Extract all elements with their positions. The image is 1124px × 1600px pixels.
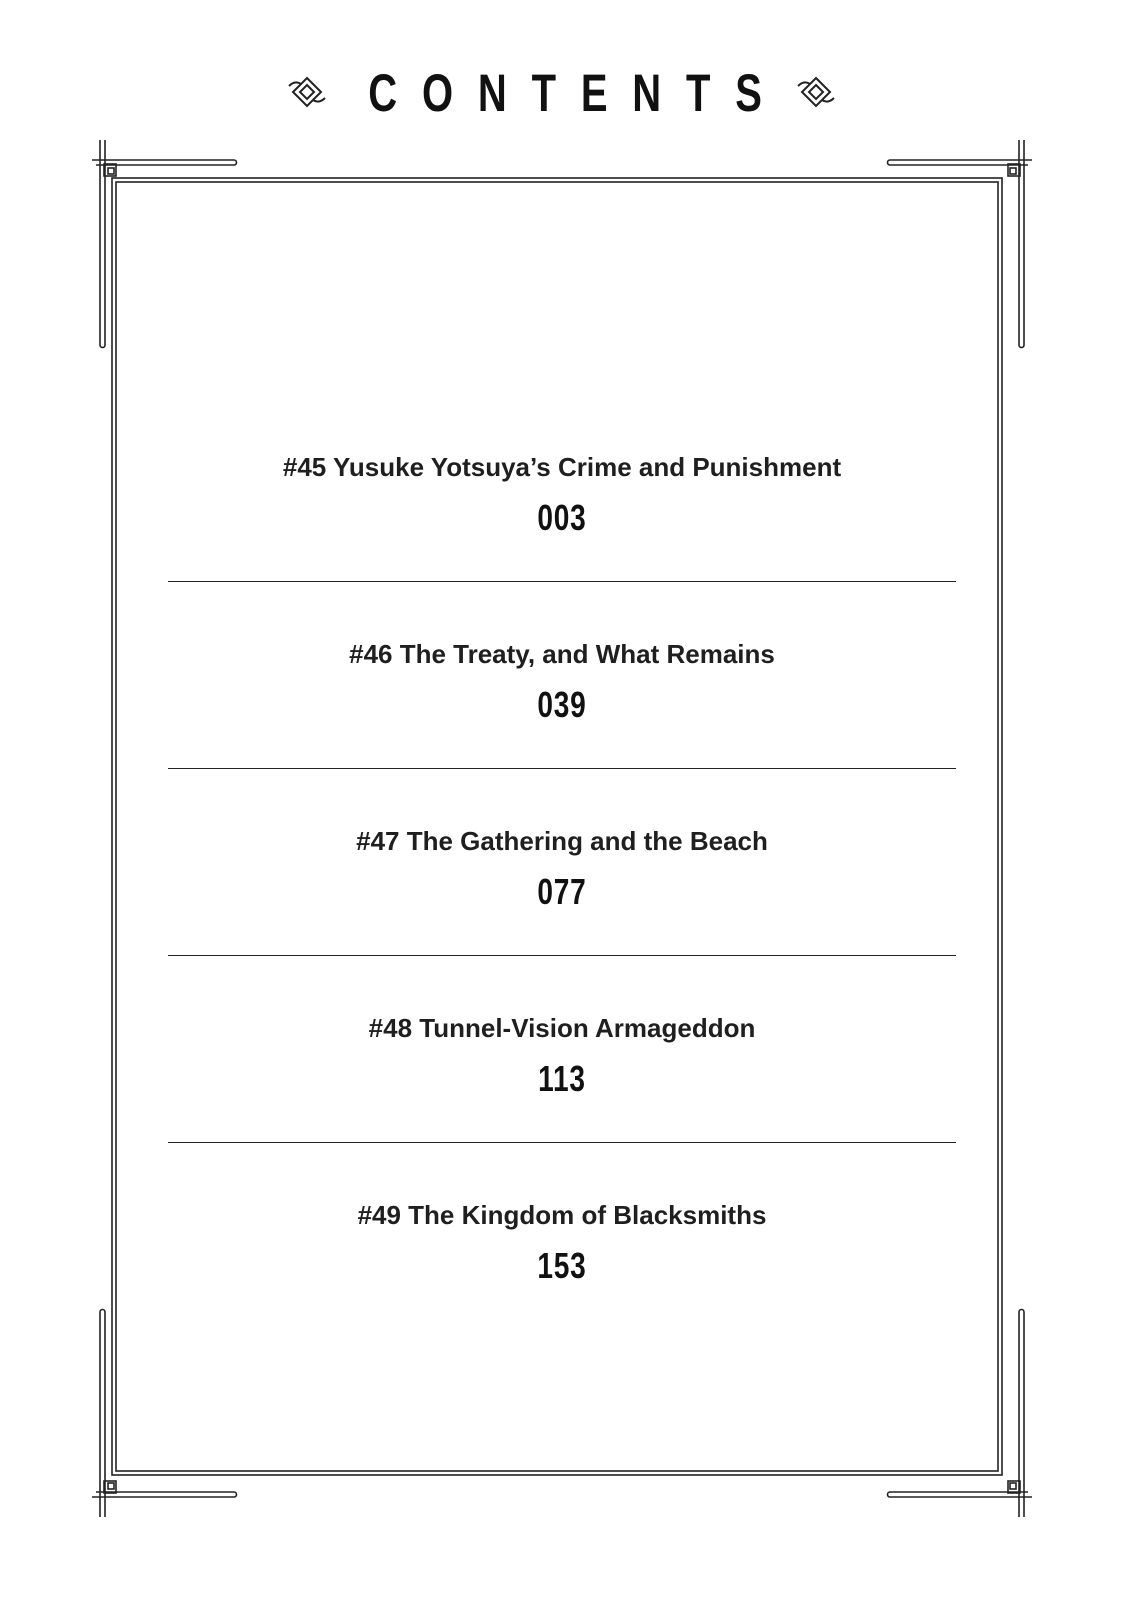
entry-divider <box>168 768 956 769</box>
toc-entry <box>168 639 956 726</box>
toc-entry <box>168 1200 956 1287</box>
entry-divider <box>168 955 956 956</box>
chapter-title: #46 The Treaty, and What Remains <box>349 639 775 669</box>
chapter-title: #47 The Gathering and the Beach <box>356 826 768 856</box>
chapter-page-number: 113 <box>538 1058 586 1099</box>
chapter-title: #45 Yusuke Yotsuya’s Crime and Punishment <box>282 452 842 482</box>
entry-divider <box>168 1142 956 1143</box>
entry-divider <box>168 581 956 582</box>
chapter-page-number: 077 <box>537 871 587 912</box>
page-title: CONTENTS <box>368 63 787 123</box>
chapter-page-number: 039 <box>537 684 587 725</box>
toc-entry <box>168 826 956 913</box>
toc-entry <box>168 1013 956 1100</box>
chapter-page-number: 153 <box>537 1245 587 1286</box>
chapter-title: #48 Tunnel-Vision Armageddon <box>368 1013 756 1043</box>
toc-entry <box>168 452 956 539</box>
chapter-page-number: 003 <box>537 497 587 538</box>
chapter-title: #49 The Kingdom of Blacksmiths <box>357 1200 767 1230</box>
